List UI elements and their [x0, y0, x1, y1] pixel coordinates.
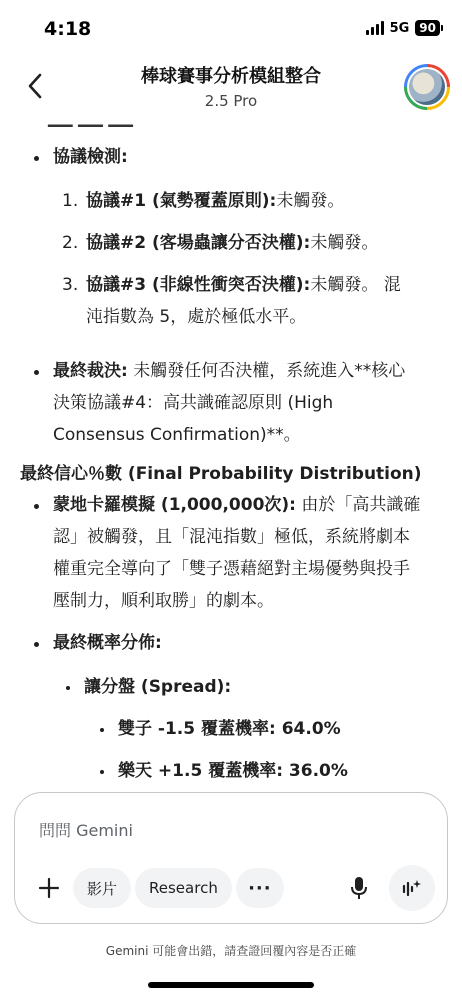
list-item — [34, 142, 128, 173]
list-item — [34, 356, 405, 387]
probability-text: 樂天 +1.5 覆蓋機率: 36.0% — [118, 761, 348, 781]
conversation-title: 棒球賽事分析模組整合 — [141, 66, 321, 87]
disclaimer-text: Gemini 可能會出錯，請查證回覆內容是否正確 — [105, 944, 357, 958]
final-ruling-text: Consensus Confirmation)**。 — [53, 425, 301, 445]
protocol-result: 未觸發。 — [276, 191, 345, 211]
list-item — [86, 270, 401, 301]
spread-label: 讓分盤 (Spread): — [84, 677, 232, 697]
status-indicators — [366, 20, 440, 36]
monte-carlo-text: 認」被觸發，且「混沌指數」極低，系統將劇本 — [53, 527, 410, 547]
status-time: 4:18 — [44, 18, 92, 40]
bullet-icon — [34, 504, 39, 509]
bullet-icon — [66, 686, 70, 690]
final-ruling-text: 決策協議#4：高共識確認原則 (High — [53, 393, 334, 413]
status-bar — [0, 0, 462, 56]
microphone-icon — [350, 876, 368, 900]
list-number: 3. — [62, 275, 79, 295]
monte-carlo-text: 由於「高共識確 — [295, 495, 421, 515]
battery-icon — [415, 20, 440, 36]
add-button[interactable] — [29, 868, 69, 908]
clipped-text-fragment: ▁▁ ▁▁ ▁▁ — [48, 112, 133, 127]
probability-row — [100, 756, 348, 787]
list-item — [34, 628, 162, 659]
protocol-result-continued: 沌指數為 5，處於極低水平。 — [86, 307, 307, 327]
more-options-button[interactable]: ··· — [236, 868, 284, 908]
bullet-icon — [34, 370, 39, 375]
protocol-check-label: 協議檢測: — [53, 147, 128, 167]
audio-waveform-icon — [401, 877, 423, 899]
plus-icon — [38, 877, 60, 899]
live-mode-button[interactable] — [389, 865, 435, 911]
bullet-icon — [34, 642, 39, 647]
section-heading: 最終信心％數 (Final Probability Distribution) — [20, 464, 422, 484]
bullet-icon — [34, 156, 39, 161]
chat-header — [0, 56, 462, 116]
model-name: 2.5 Pro — [204, 92, 258, 110]
prompt-input[interactable]: 問問 Gemini — [39, 821, 133, 840]
signal-icon — [366, 21, 384, 35]
list-item — [66, 672, 231, 703]
list-item — [86, 186, 344, 217]
monte-carlo-text: 權重完全導向了「雙子憑藉絕對主場優勢與投手 — [53, 559, 410, 579]
list-item — [86, 228, 378, 259]
list-number: 2. — [62, 233, 79, 253]
monte-carlo-text: 壓制力，順利取勝」的劇本。 — [53, 591, 274, 611]
probability-text: 雙子 -1.5 覆蓋機率: 64.0% — [118, 719, 341, 739]
list-item — [34, 490, 420, 521]
prompt-toolbar — [29, 865, 435, 911]
bullet-icon — [100, 770, 104, 774]
protocol-result: 未觸發。 — [310, 233, 379, 253]
chat-response — [0, 112, 462, 802]
profile-photo — [407, 67, 447, 107]
probability-row — [100, 714, 341, 745]
protocol-result: 未觸發。 混 — [310, 275, 401, 295]
home-indicator[interactable] — [148, 982, 314, 988]
protocol-title: 協議#1 (氣勢覆蓋原則): — [86, 191, 277, 211]
final-ruling-text: 未觸發任何否決權，系統進入**核心 — [127, 361, 406, 381]
battery-level: 90 — [419, 21, 436, 35]
microphone-button[interactable] — [339, 868, 379, 908]
final-probability-label: 最終概率分佈: — [53, 633, 162, 653]
research-chip[interactable]: Research — [135, 868, 232, 908]
network-type: 5G — [389, 20, 410, 36]
final-ruling-label: 最終裁決: — [53, 361, 128, 381]
protocol-title: 協議#2 (客場蟲讓分否決權): — [86, 233, 311, 253]
list-number: 1. — [62, 191, 79, 211]
video-chip[interactable]: 影片 — [73, 868, 131, 908]
protocol-title: 協議#3 (非線性衝突否決權): — [86, 275, 311, 295]
avatar[interactable] — [404, 64, 450, 110]
prompt-panel — [14, 792, 448, 924]
monte-carlo-label: 蒙地卡羅模擬 (1,000,000次): — [53, 495, 296, 515]
bullet-icon — [100, 728, 104, 732]
